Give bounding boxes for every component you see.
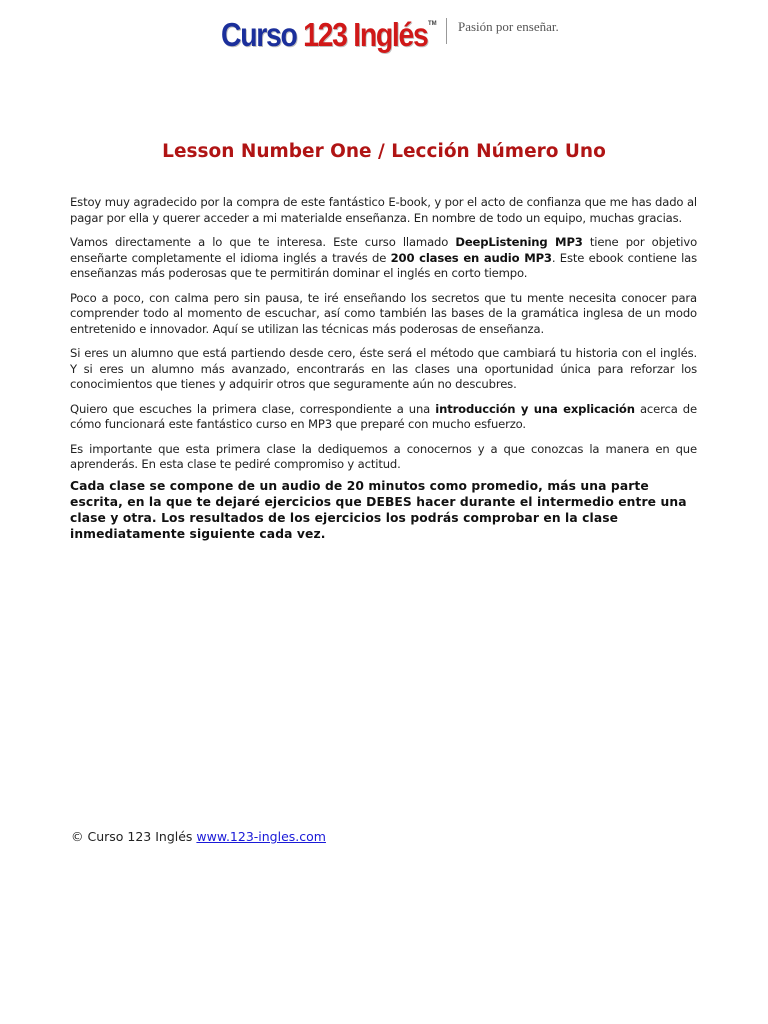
logo-divider (446, 18, 447, 44)
text-fragment: acerca de cómo funcionará este fantástico curso en MP3 que preparé con mucho esfuerzo. (70, 401, 697, 431)
tagline: Pasión por enseñar. (458, 19, 559, 34)
text-fragment: Vamos directamente a lo que te interesa. Este curso llamado (70, 235, 456, 249)
classes-count: 200 clases en audio MP3 (390, 250, 552, 265)
logo-wordmark (221, 18, 427, 51)
document-body (70, 195, 697, 542)
footer (71, 829, 326, 844)
logo-part-123-ingles: 123 Inglés (303, 16, 428, 53)
intro-emphasis: introducción y una explicación (435, 401, 635, 416)
copyright-text: © Curso 123 Inglés (71, 829, 197, 844)
text-fragment: . Este ebook contiene las enseñanzas más poderosas que te permitirán dominar el inglés en corto tiempo. (70, 250, 698, 280)
trademark-mark: TM (428, 21, 437, 27)
paragraph-thanks: Estoy muy agradecido por la compra de este fantástico E-book, y por el acto de confianza que me has dado al pagar por ella y querer acceder a mi materialde enseñanza. En nombre de todo un equipo, muchas gracias. (70, 195, 697, 225)
paragraph-commitment: Es importante que esta primera clase la dediquemos a conocernos y a que conozcas la manera en que aprenderás. En esta clase te pediré compromiso y actitud. (70, 441, 697, 471)
paragraph-course-intro (70, 235, 697, 282)
paragraph-method: Poco a poco, con calma pero sin pausa, te iré enseñando los secretos que tu mente necesita conocer para comprender todo al momento de escuchar, así como también las bases de la gramática inglesa de un modo entretenido e innovador. Aquí se utilizan las técnicas más poderosas de enseñanza. (70, 290, 697, 336)
logo-part-curso: Curso (221, 16, 304, 53)
paragraph-students: Si eres un alumno que está partiendo desde cero, éste será el método que cambiará tu historia con el inglés. Y si eres un alumno más avanzado, encontrarás en las clases una oportunidad única para reforzar los conocimientos que tienes y adquirir otros que seguramente aún no descubres. (70, 346, 697, 391)
text-fragment: tiene por objetivo enseñarte completamente el idioma inglés a través de (70, 235, 698, 265)
paragraph-class-structure: Cada clase se compone de un audio de 20 minutos como promedio, más una parte escrita, en la que te dejaré ejercicios que DEBES hacer durante el intermedio entre una clase y otra. Los resultados de los ejercicios los podrás comprobar en la clase inmediatamente siguiente cada vez. (70, 478, 687, 541)
page-title: Lesson Number One / Lección Número Uno (162, 141, 606, 162)
website-link[interactable]: www.123-ingles.com (196, 829, 326, 844)
paragraph-first-class (70, 402, 697, 433)
text-fragment: Quiero que escuches la primera clase, correspondiente a una (70, 401, 436, 416)
course-name: DeepListening MP3 (455, 235, 583, 249)
brand-logo (221, 16, 559, 53)
